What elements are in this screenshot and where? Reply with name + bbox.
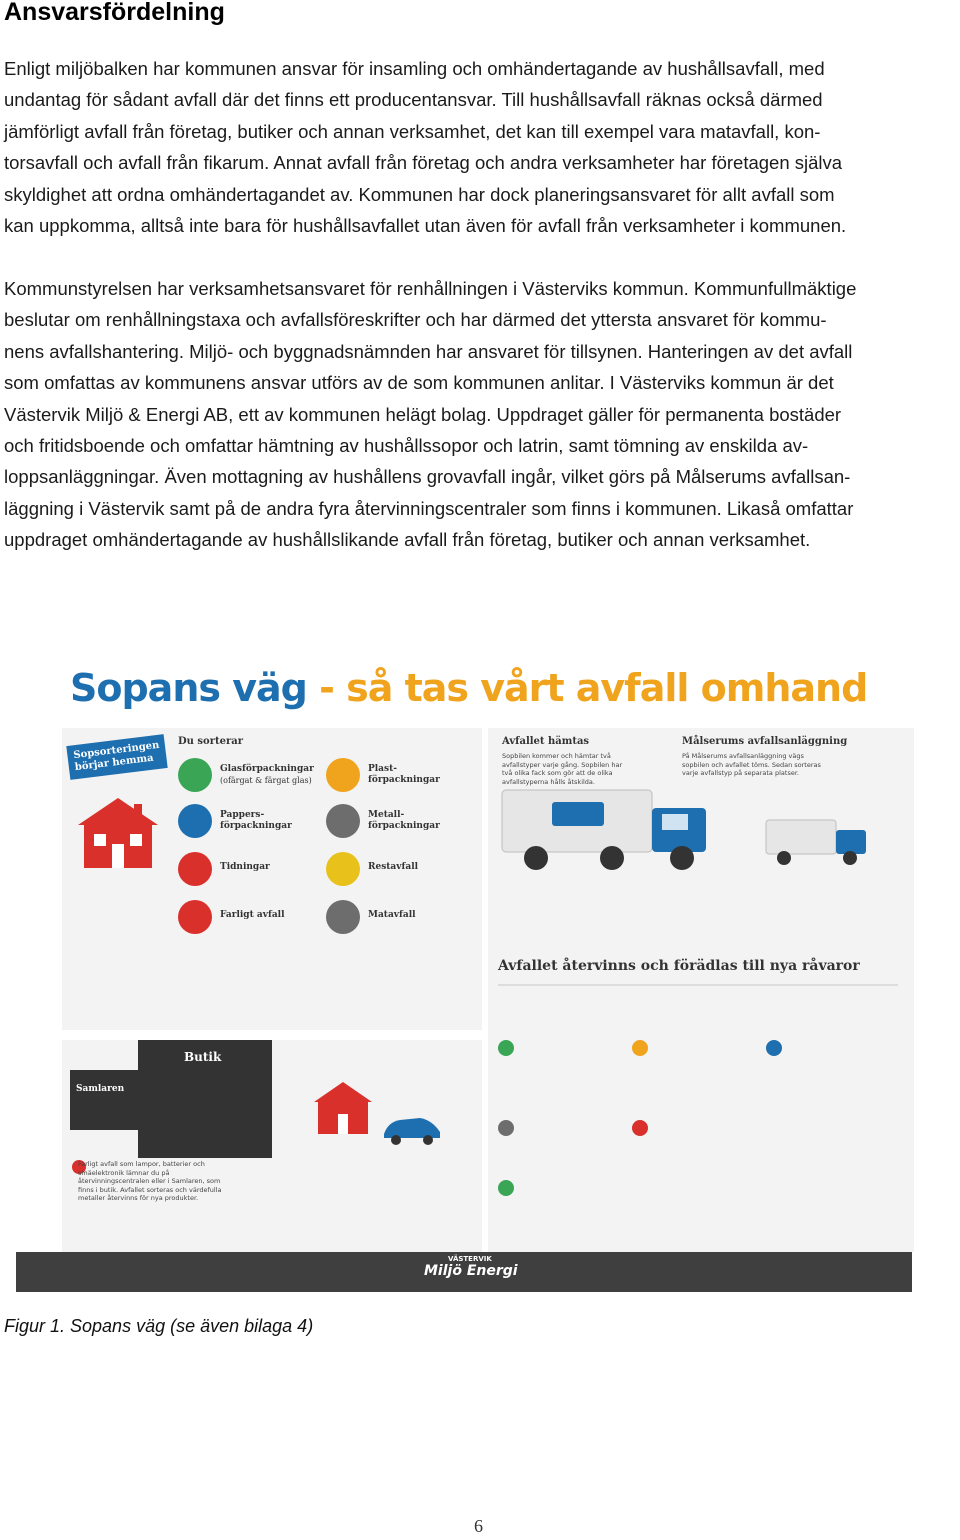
hazardous-note-text: Farligt avfall som lampor, batterier och smäelektronik lämnar du på återvinningscentralen eller i Samlaren, som finns i butik. Avfallet sorteras och värdefulla metaller återvinns för nya produkter. [78, 1160, 222, 1202]
infographic-title [70, 666, 867, 710]
house-icon [68, 790, 168, 870]
sorting-ribbon: Sopsorteringen börjar hemma [66, 734, 167, 780]
du-sorterar-label: Du sorterar [178, 736, 243, 747]
collector-box [70, 1070, 140, 1130]
newspaper-bin-label: Tidningar [220, 862, 270, 872]
paragraph-responsibility-law [4, 53, 956, 241]
text-line: Kommunstyrelsen har verksamhetsansvaret för renhållningen i Västerviks kommun. Kommunfullmäktige [4, 278, 857, 299]
hazardous-bin-label: Farligt avfall [220, 910, 285, 920]
text-line: torsavfall och avfall från fikarum. Annat avfall från företag och andra verksamheter har företagen själva [4, 152, 843, 174]
text-line: loppsanläggningar. Även mottagning av hushållens grovavfall ingår, vilket görs på Målserums avfallsan- [4, 466, 851, 488]
sopans-vag-infographic [62, 640, 914, 1252]
vastervik-logo-bar [16, 1252, 912, 1292]
section-heading: Ansvarsfördelning [4, 0, 225, 26]
text-line: uppdraget omhändertagande av hushållslikande avfall från företag, butiker och annan verksamhet. [4, 529, 811, 551]
residual-bin-icon [326, 852, 360, 886]
figure-caption: Figur 1. Sopans väg (se även bilaga 4) [4, 1316, 314, 1336]
residual-bin-label: Restavfall [368, 862, 419, 872]
recycling-dot-glass [498, 1040, 514, 1056]
text-line: jämförligt avfall från företag, butiker och annan verksamhet, det kan till exempel vara matavfall, kon- [4, 120, 821, 142]
avfallet-hamtas-label: Avfallet hämtas [502, 736, 590, 747]
text-line: Enligt miljöbalken har kommunen ansvar för insamling och omhändertagande av hushållsavfall, med [4, 58, 825, 79]
text-line: kan uppkomma, alltså inte bara för hushållsavfallet utan även för avfall från verksamheter i kommunen. [4, 215, 847, 237]
plastic-bin-icon [326, 758, 360, 792]
car-icon [380, 1110, 444, 1146]
recycling-dot-plastic [632, 1040, 648, 1056]
text-line: läggning i Västervik samt på de andra fyra återvinningscentraler som finns i kommunen. Likaså omfattar [4, 497, 854, 519]
paper-bin-label: Pappers-förpackningar [220, 810, 292, 831]
hazardous-bin-icon [178, 900, 212, 934]
samlaren-label: Samlaren [76, 1084, 125, 1094]
text-line: som omfattas av kommunens ansvar utförs av de som kommunen anlitar. I Västerviks kommun är det [4, 372, 834, 394]
recycling-dot-metal [498, 1120, 514, 1136]
glass-bin-icon [178, 758, 212, 792]
paragraph-responsibility-municipality [4, 273, 956, 556]
small-house-icon [308, 1076, 378, 1136]
infographic-title-main: Sopans väg [70, 666, 307, 710]
text-line: undantag för sådant avfall där det finns ett producentansvar. Till hushållsavfall räknas också därmed [4, 89, 823, 111]
butik-label: Butik [184, 1050, 222, 1064]
garbage-truck-icon [492, 780, 732, 876]
infographic-title-sub: - så tas vårt avfall omhand [306, 666, 868, 710]
logo-main-text: Miljö Energi [424, 1263, 518, 1279]
recycling-dot-food [498, 1180, 514, 1196]
food-bin-label: Matavfall [368, 910, 416, 920]
text-line: beslutar om renhållningstaxa och avfallsföreskrifter och har därmed det yttersta ansvaret för kommu- [4, 309, 827, 331]
recycling-dot-newspaper [632, 1120, 648, 1136]
glass-bin-label [220, 764, 314, 787]
page-number: 6 [474, 1516, 483, 1536]
malserum-label: Målserums avfallsanläggning [682, 736, 848, 747]
bin-sub-text: (ofärgat & färgat glas) [220, 776, 312, 785]
metal-bin-label: Metall-förpackningar [368, 810, 440, 831]
newspaper-bin-icon [178, 852, 212, 886]
paper-bin-icon [178, 804, 212, 838]
recycling-items-placeholder [498, 980, 898, 1240]
text-line: och fritidsboende och omfattar hämtning av hushållssopor och latrin, samt tömning av enskilda av- [4, 435, 809, 457]
plastic-bin-label: Plast-förpackningar [368, 764, 440, 785]
recycling-dot-paper [766, 1040, 782, 1056]
logo-top-text: VÄSTERVIK [448, 1255, 492, 1263]
text-line: nens avfallshantering. Miljö- och byggnadsnämnden har ansvaret för tillsynen. Hanteringen av det avfall [4, 340, 853, 362]
food-bin-icon [326, 900, 360, 934]
avfallet-hamtas-text: Sopbilen kommer och hämtar två avfallstyper varje gång. Sopbilen har två olika fack som gör att de olika avfallstyperna hålls åtskilda. [502, 752, 623, 786]
recycling-row-1 [498, 984, 898, 986]
bin-label-text: Glasförpackningar [220, 764, 314, 774]
text-line: skyldighet att ordna omhändertagandet av. Kommunen har dock planeringsansvaret för allt avfall som [4, 183, 835, 205]
malserum-text: På Målserums avfallsanläggning vägs sopbilen och avfallet töms. Sedan sorteras varje avfallstyp på separata platser. [682, 752, 821, 777]
recycling-heading: Avfallet återvinns och förädlas till nya råvaror [498, 958, 860, 974]
garbage-truck-small-icon [762, 814, 874, 870]
text-line: Västervik Miljö & Energi AB, ett av kommunen helägt bolag. Uppdraget gäller för permanenta bostäder [4, 403, 842, 425]
metal-bin-icon [326, 804, 360, 838]
